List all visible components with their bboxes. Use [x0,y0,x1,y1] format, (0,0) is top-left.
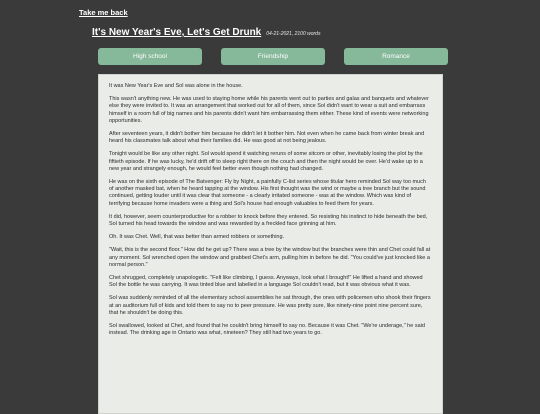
story-paragraph: It did, however, seem counterproductive for a robber to knock before they entered. So resisting his instinct to hide beneath the bed, Sol turned his head towards the window and was rewarded by a freckled face grinning at him. [109,213,428,228]
story-paragraph: Sol swallowed, looked at Chet, and found that he couldn't bring himself to say no. Because it was Chet. "We're underage," he said instead. The drinking age in Ontario was what, nineteen? They still had two years to go. [109,323,425,337]
story-paragraph: After seventeen years, it didn't bother him because he didn't let it bother him. Not even when he came back from winter break and heard his classmates talk about what their families did. He was good at not being jealous. [109,131,425,145]
story-paragraph: Tonight would be like any other night. Sol would spend it watching reruns of some sitcom or other, inevitably losing the plot by the fiftieth episode. If he was lucky, he'd drift off to sleep right there on the couch and then the night would be over. He'd wake up to a new year and strangely enough, he would feel better even though nothing had changed. [109,151,423,172]
story-title-link[interactable]: It's New Year's Eve, Let's Get Drunk [92,27,262,38]
back-link[interactable]: Take me back [79,8,128,17]
story-content[interactable] [98,74,443,414]
story-paragraph: It was New Year's Eve and Sol was alone in the house. [109,83,243,89]
story-paragraph: Sol was suddenly reminded of all the elementary school assemblies he sat through, the ones with policemen who shook their fingers at an auditorium full of kids and told them to say no to peer pressure. He was pretty sure, like ninety-nine point nine percent sure, that he shouldn't be doing this. [109,295,431,316]
tag-list [98,48,448,65]
tag-romance-button[interactable]: Romance [344,48,448,65]
tag-high-school-button[interactable]: High school [98,48,202,65]
story-paragraph: Chet shrugged, completely unapologetic. "Felt like climbing, I guess. Anyways, look what I brought!" He lifted a hand and showed Sol the bottle he was carrying. It was tinted blue and labelled in a language Sol couldn't read, but it was obvious what it was. [109,275,423,289]
tag-friendship-button[interactable]: Friendship [221,48,325,65]
story-paragraph: This wasn't anything new. He was used to staying home while his parents went out to parties and galas and banquets and whatever else they were invited to. It was an arrangement that worked out for all of them, since Sol didn't want to wear a suit and embarrass himself in a room full of big names and his parents didn't want him embarrassing them either. These kind of events were networking opportunities. [109,96,429,124]
story-paragraph: He was on the sixth episode of The Batvenger: Fly by Night, a painfully C-list series whose titular hero reminded Sol way too much of another masked bat, when he heard tapping at the window. His first thought was the wind or maybe a tree branch but the sound continued, getting louder until it was clear that someone - a clearly irritated someone - was at the window. Which was kind of terrifying because home invaders were a thing and Sol's house had enough valuables to feed them for years. [109,179,426,207]
story-paragraph: Oh. It was Chet. Well, that was better than armed robbers or something. [109,234,285,241]
story-meta: 04-21-2021, 2100 words [266,31,321,37]
story-header [92,27,320,38]
story-paragraph: "Wait, this is the second floor." How did he get up? There was a tree by the window but the branches were thin and Chet could fall at any moment. Sol wrenched open the window and grabbed Chet's arm, pulling him in before he did. "You could've just knocked like a normal person." [109,247,431,268]
